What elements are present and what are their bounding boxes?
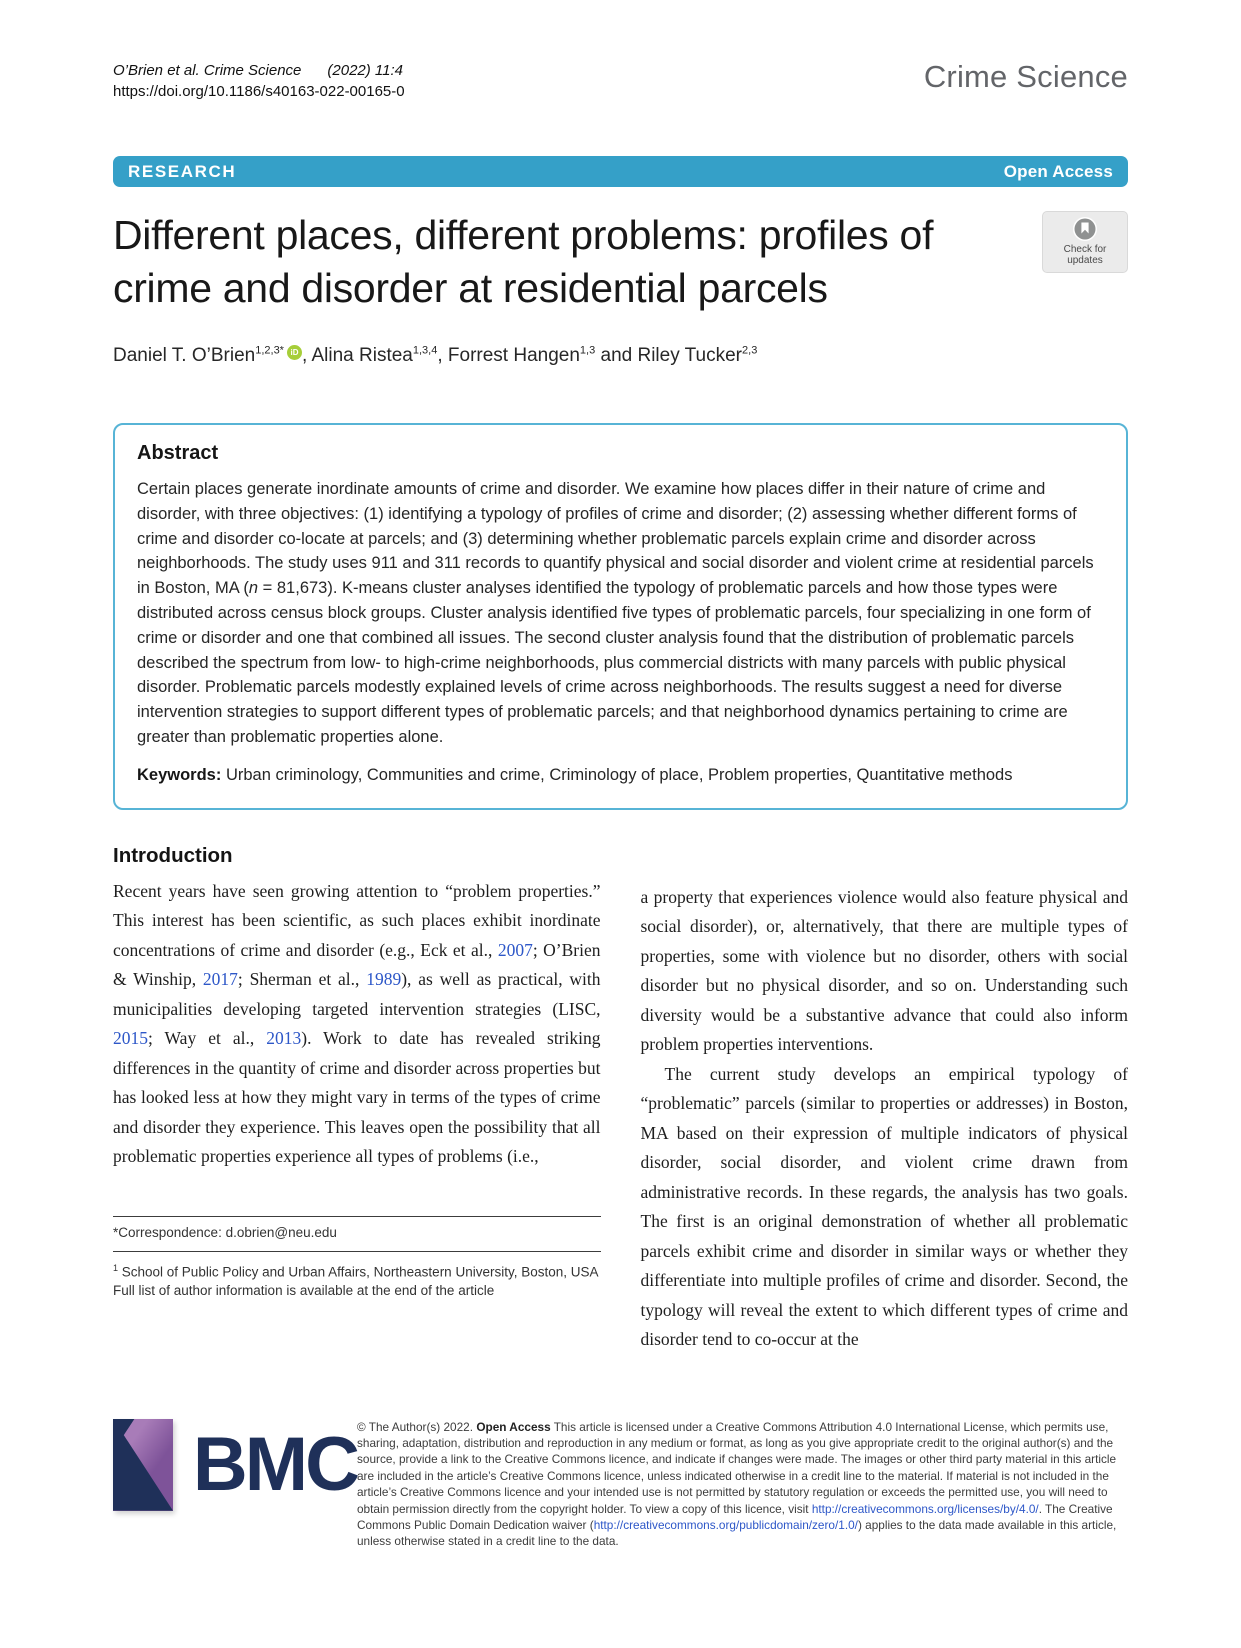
page-header (113, 0, 1128, 102)
doi-link[interactable]: https://doi.org/10.1186/s40163-022-00165-0 (113, 83, 405, 100)
publisher-footer (113, 1419, 1128, 1550)
citation-block (113, 60, 405, 102)
citation-link-eck-2007[interactable]: 2007 (497, 939, 533, 960)
citation-volume: (2022) 11:4 (327, 62, 404, 79)
article-title: Different places, different problems: profiles of crime and disorder at residential parcels (113, 212, 934, 311)
author-separator: and (595, 345, 638, 366)
title-block (113, 209, 1128, 329)
crossmark-label: Check for updates (1063, 244, 1107, 266)
author-separator: , (301, 345, 312, 366)
keywords-text: Urban criminology, Communities and crime, Criminology of place, Problem properties, Quantitative methods (225, 765, 1013, 784)
footnote-block (113, 1216, 601, 1301)
cc-by-license-link[interactable]: http://creativecommons.org/licenses/by/4.0/ (811, 1501, 1039, 1516)
author-1: Daniel T. O’Brien (113, 345, 256, 366)
article-type-label: RESEARCH (128, 161, 237, 181)
bmc-logo (113, 1419, 357, 1511)
citation-journal-italic: et al. Crime Science (167, 62, 302, 79)
introduction-heading: Introduction (113, 843, 233, 867)
body-columns (113, 844, 1128, 1355)
bmc-logo-word: BMC (192, 1421, 357, 1507)
keywords-line (137, 763, 1104, 788)
citation-authors: O’Brien (113, 62, 168, 79)
bmc-logo-icon (113, 1419, 173, 1511)
abstract-body: Certain places generate inordinate amounts of crime and disorder. We examine how places differ in their nature of crime and disorder, with three objectives: (1) identifying a typology of profiles of crime and disorder; (2) assessing whether different forms of crime and disorder co-locate at parcels; and (3) determining whether problematic parcels explain crime and disorder across neighborhoods. The study uses 911 and 311 records to quantify physical and social disorder and violent crime at residential parcels in Boston, MA (n = 81,673). K-means cluster analyses identified the typology of problematic parcels and how those types were distributed across census block groups. Cluster analysis identified five types of problematic parcels, four specializing in one form of crime or disorder and one that combined all issues. The second cluster analysis found that the distribution of problematic parcels described the spectrum from low- to high-crime neighborhoods, plus commercial districts with many parcels with public physical disorder. Problematic parcels modestly explained levels of crime across neighborhoods. The results suggest a need for diverse intervention strategies to support different types of problematic parcels; and that neighborhood dynamics pertaining to crime are greater than problematic properties alone. (137, 480, 1094, 746)
author-2: Alina Ristea (311, 345, 413, 366)
left-column (113, 844, 601, 1355)
orcid-icon[interactable]: iD (287, 345, 302, 360)
citation-line (113, 60, 405, 81)
license-text: © The Author(s) 2022. Open Access This article is licensed under a Creative Commons Attribution 4.0 International License, which permits use, sharing, adaptation, distribution and reproduction in any medium or format, as long as you give appropriate credit to the original author(s) and the source, provide a link to the Creative Commons licence, and indicate if changes were made. The images or other third party material in this article are included in the article’s Creative Commons licence, unless indicated otherwise in a credit line to the material. If material is not included in the article’s Creative Commons licence and your intended use is not permitted by statutory regulation or exceeds the permitted use, you will need to obtain permission directly from the copyright holder. To view a copy of this licence, visit http://creativecommons.org/licenses/by/4.0/. The Creative Commons Public Domain Dedication waiver (http://creativecommons.org/publicdomain/zero/1.0/) applies to the data made available in this article, unless otherwise stated in a credit line to the data. (357, 1419, 1117, 1549)
crossmark-icon (1072, 216, 1098, 242)
keywords-label: Keywords: (137, 765, 222, 784)
introduction-paragraph-1: Recent years have seen growing attention to “problem properties.” This interest has been scientific, as such places exhibit inordinate concentrations of crime and disorder (e.g., Eck et al., 2007; O’Brien & Winship, 2017; Sherman et al., 1989), as well as practical, with municipalities developing targeted intervention strategies (LISC, 2015; Way et al., 2013). Work to date has revealed striking differences in the quantity of crime and disorder across properties but has looked less at how they might vary in terms of the types of crime and disorder they experience. This leaves open the possibility that all problematic properties experience all types of problems (i.e., (113, 880, 601, 1167)
citation-link-lisc-2015[interactable]: 2015 (113, 1028, 148, 1049)
correspondence-email-link[interactable]: d.obrien@neu.edu (225, 1224, 337, 1240)
abstract-box (113, 423, 1128, 810)
author-3: Forrest Hangen (447, 345, 580, 366)
affiliation-number: 1 (113, 1263, 119, 1274)
journal-name: Crime Science (923, 59, 1128, 94)
cc-zero-waiver-link[interactable]: http://creativecommons.org/publicdomain/zero/1.0/ (593, 1518, 858, 1532)
citation-link-obrien-2017[interactable]: 2017 (202, 969, 238, 990)
introduction-paragraph-1-continued: a property that experiences violence would also feature physical and social disorder), or, alternatively, that there are multiple types of properties, some with violence but no disorder, others with social disorder but no physical disorder, and so on. Understanding such diversity would be a substantive advance that could also inform problem properties interventions. (640, 886, 1128, 1055)
open-access-bold: Open Access (476, 1419, 551, 1434)
author-1-affiliations: 1,2,3* (255, 344, 284, 357)
open-access-label: Open Access (1003, 161, 1113, 181)
correspondence-line: *Correspondence: d.obrien@neu.edu (113, 1224, 337, 1240)
author-3-affiliations: 1,3 (579, 344, 596, 357)
author-separator: , (437, 345, 448, 366)
author-4: Riley Tucker (637, 345, 743, 366)
author-4-affiliations: 2,3 (742, 344, 758, 357)
abstract-heading: Abstract (137, 442, 219, 464)
author-2-affiliations: 1,3,4 (412, 344, 438, 357)
sample-size-variable: n (248, 579, 259, 598)
citation-link-way-2013[interactable]: 2013 (266, 1028, 302, 1049)
introduction-paragraph-2: The current study develops an empirical typology of “problematic” parcels (similar to properties or addresses) in Boston, MA based on their expression of multiple indicators of physical disorder, social disorder, and violent crime drawn from administrative records. In these regards, the analysis has two goals. The first is an original demonstration of whether all problematic parcels exhibit crime and disorder in similar ways or whether they differentiate into multiple profiles of crime and disorder. Second, the typology will reveal the extent to which different types of crime and disorder tend to co-occur at the (640, 1063, 1128, 1350)
full-author-list-note: Full list of author information is available at the end of the article (113, 1283, 495, 1299)
research-banner (113, 156, 1128, 187)
right-column (641, 844, 1129, 1355)
author-list (113, 345, 1128, 367)
citation-link-sherman-1989[interactable]: 1989 (366, 969, 402, 990)
check-for-updates-badge[interactable] (1042, 211, 1128, 273)
affiliation-note: $^1$ School of Public Policy and Urban Affairs, Northeastern University, Boston, USA (113, 1263, 599, 1280)
